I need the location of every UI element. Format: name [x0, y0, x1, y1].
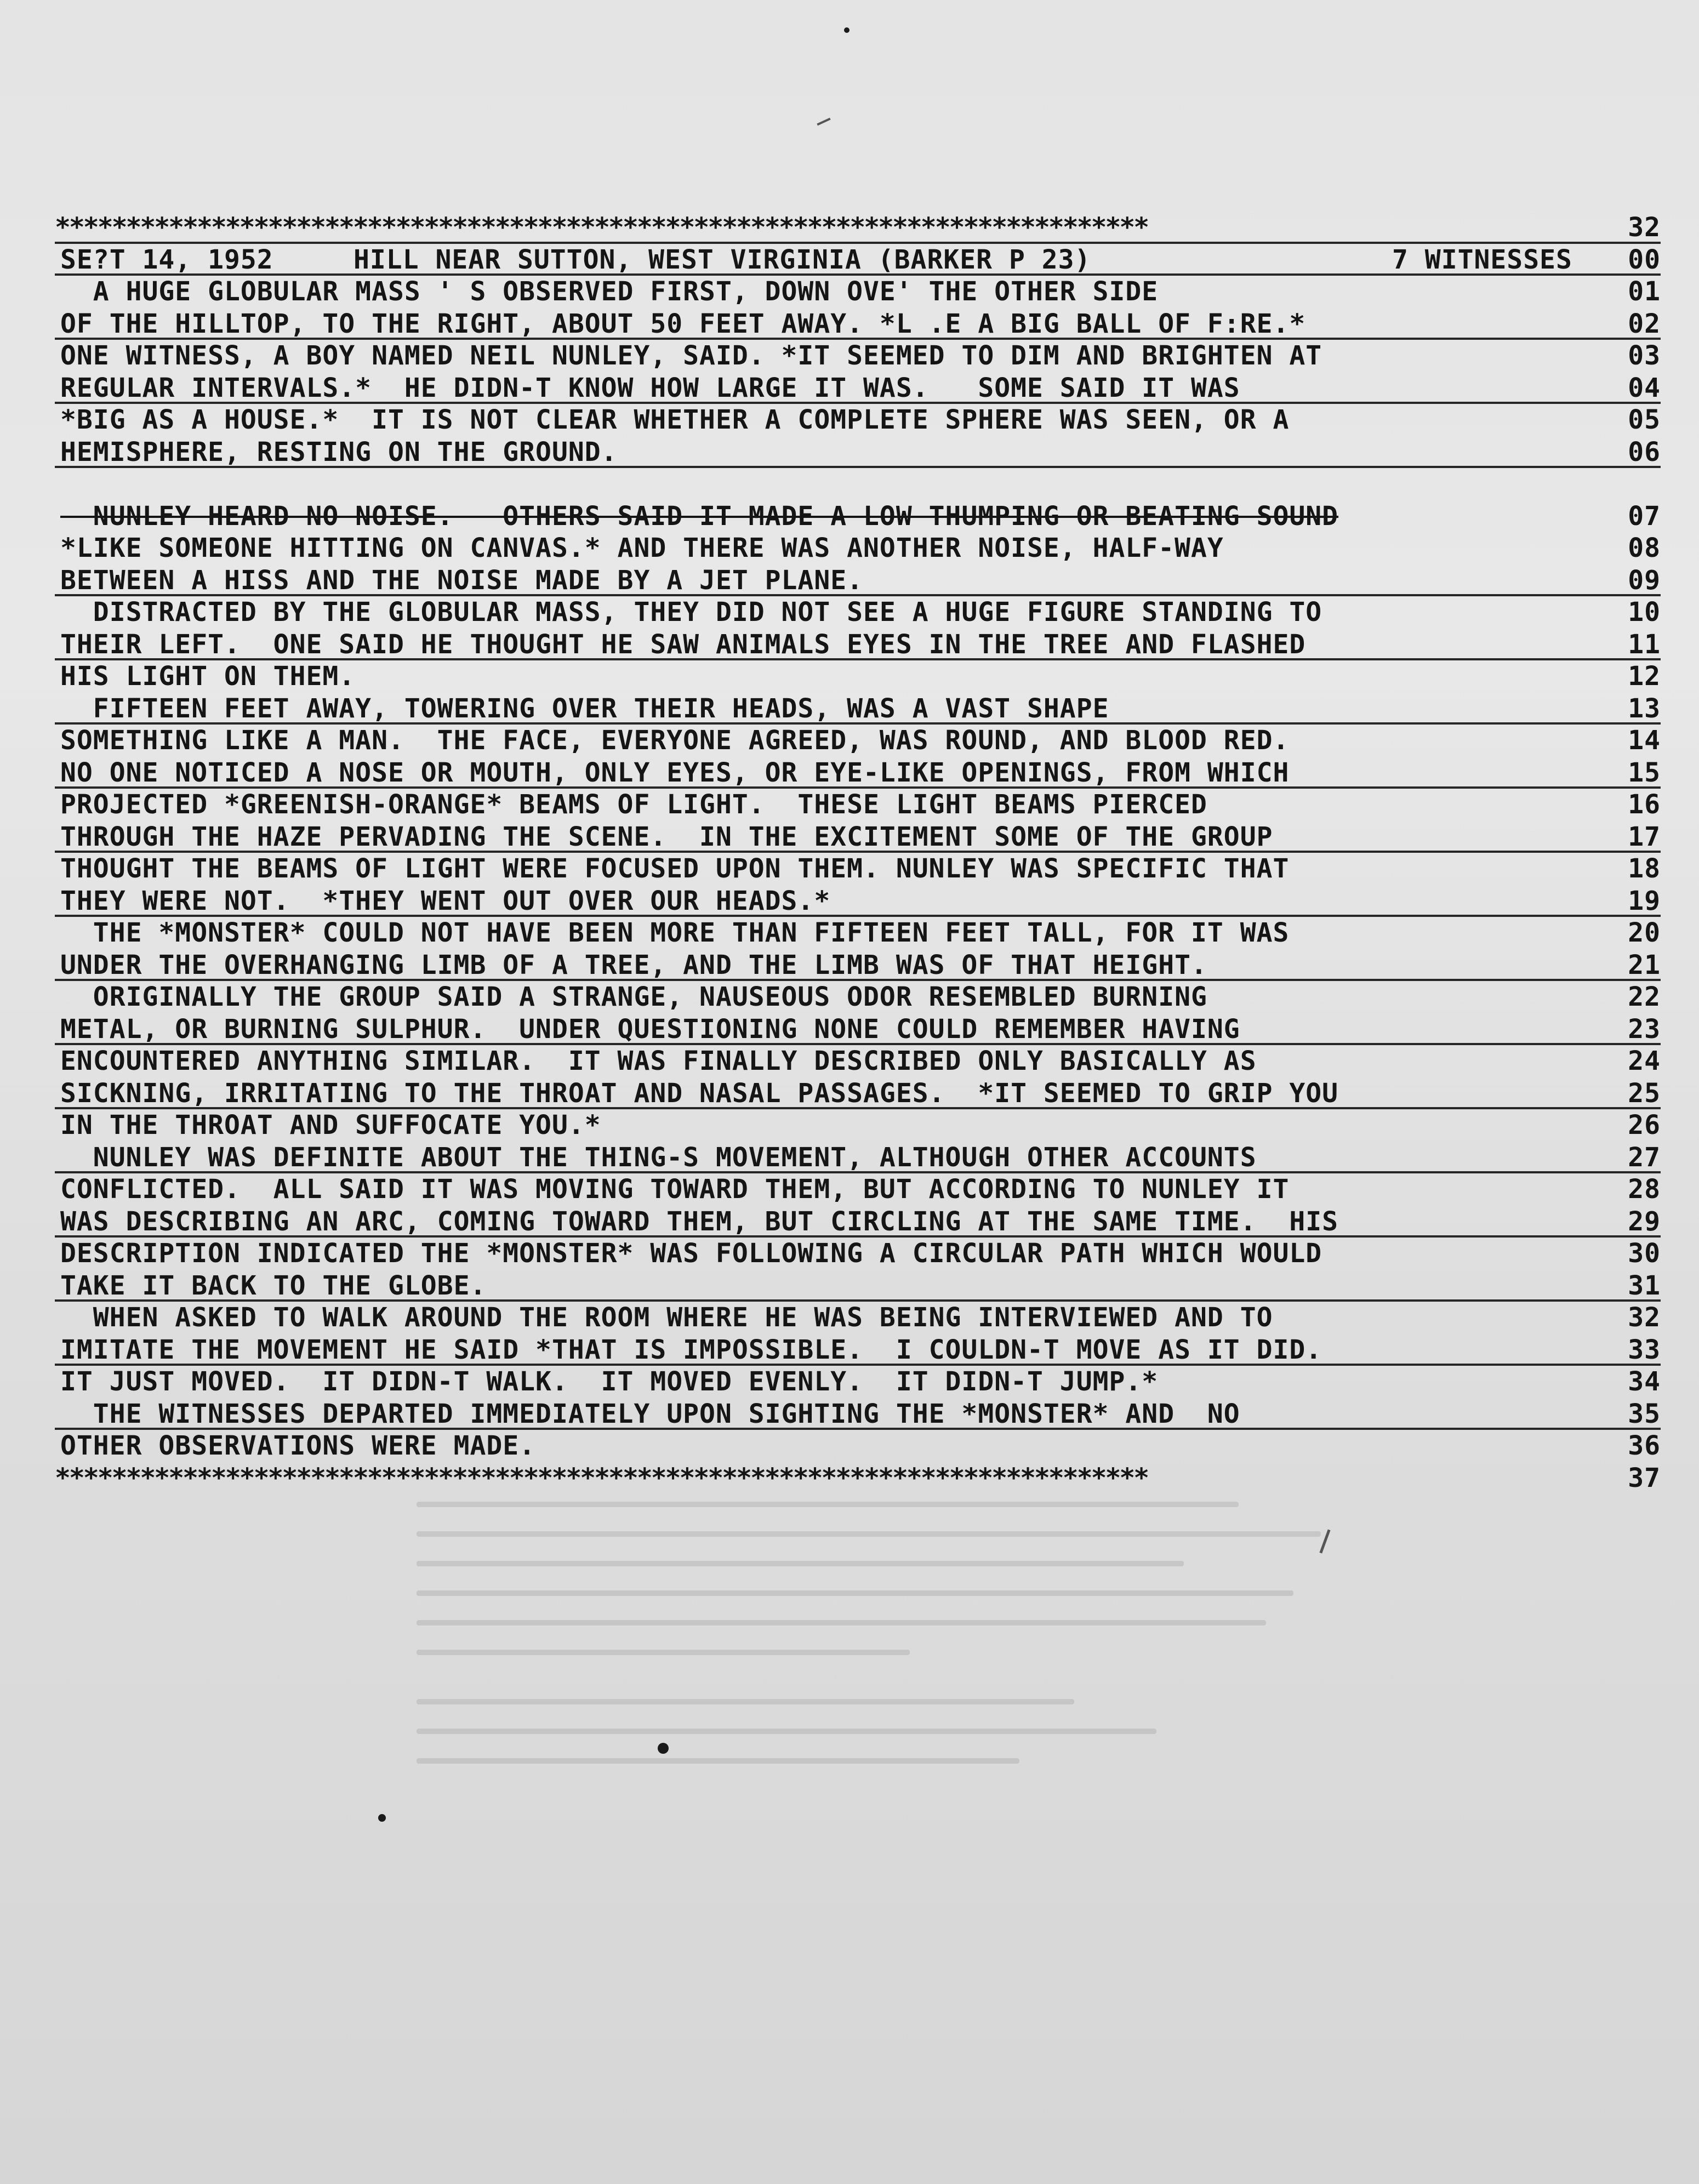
- text-row: [55, 340, 1661, 372]
- line-number: 29: [1628, 1206, 1661, 1237]
- line-number: 04: [1628, 372, 1661, 403]
- line-number: 01: [1628, 276, 1661, 307]
- text-row: [55, 1398, 1661, 1430]
- line-number: 32: [1628, 1302, 1661, 1333]
- line-number: 32: [1628, 212, 1661, 243]
- line-number: 09: [1628, 564, 1661, 596]
- line-number: 14: [1628, 725, 1661, 756]
- text-row: [55, 629, 1661, 661]
- line-text: TAKE IT BACK TO THE GLOBE.: [60, 1270, 487, 1301]
- line-text: BETWEEN A HISS AND THE NOISE MADE BY A JET PLANE.: [60, 564, 864, 596]
- line-number: 13: [1628, 693, 1661, 724]
- text-row: [55, 596, 1661, 629]
- bleed-through-text: [417, 1502, 1348, 1995]
- text-row: [55, 693, 1661, 725]
- text-row: [55, 853, 1661, 885]
- text-row: [55, 917, 1661, 949]
- text-row: [55, 1238, 1661, 1270]
- line-number: 28: [1628, 1174, 1661, 1205]
- line-text: FIFTEEN FEET AWAY, TOWERING OVER THEIR HEADS, WAS A VAST SHAPE: [60, 693, 1109, 724]
- line-number: 18: [1628, 853, 1661, 884]
- line-text: NUNLEY WAS DEFINITE ABOUT THE THING-S MOVEMENT, ALTHOUGH OTHER ACCOUNTS: [60, 1142, 1257, 1173]
- line-number: 15: [1628, 757, 1661, 788]
- header-location: HILL NEAR SUTTON, WEST VIRGINIA (BARKER P 23): [354, 244, 1091, 275]
- line-number: 16: [1628, 789, 1661, 820]
- line-text: ENCOUNTERED ANYTHING SIMILAR. IT WAS FINALLY DESCRIBED ONLY BASICALLY AS: [60, 1046, 1257, 1076]
- line-text: OF THE HILLTOP, TO THE RIGHT, ABOUT 50 FEET AWAY. *L .E A BIG BALL OF F:RE.*: [60, 308, 1306, 339]
- text-row: [55, 1334, 1661, 1366]
- line-text: THEIR LEFT. ONE SAID HE THOUGHT HE SAW ANIMALS EYES IN THE TREE AND FLASHED: [60, 629, 1306, 660]
- ink-spot: [844, 27, 850, 33]
- text-row: [55, 821, 1661, 853]
- line-number: 07: [1628, 500, 1661, 532]
- line-text: UNDER THE OVERHANGING LIMB OF A TREE, AND THE LIMB WAS OF THAT HEIGHT.: [60, 949, 1207, 980]
- line-number: 12: [1628, 661, 1661, 692]
- line-text: OTHER OBSERVATIONS WERE MADE.: [60, 1430, 536, 1461]
- text-row: [55, 564, 1661, 597]
- text-row: [55, 660, 1661, 693]
- line-text: THE WITNESSES DEPARTED IMMEDIATELY UPON SIGHTING THE *MONSTER* AND NO: [60, 1398, 1240, 1429]
- text-row: [55, 1142, 1661, 1174]
- text-row: [55, 404, 1661, 436]
- text-row: [55, 885, 1661, 917]
- line-text: THE *MONSTER* COULD NOT HAVE BEEN MORE THAN FIFTEEN FEET TALL, FOR IT WAS: [60, 917, 1290, 948]
- header-witnesses: 7 WITNESSES: [1392, 244, 1572, 275]
- line-text: A HUGE GLOBULAR MASS ' S OBSERVED FIRST, DOWN OVE' THE OTHER SIDE: [60, 276, 1159, 307]
- line-text: HIS LIGHT ON THEM.: [60, 661, 356, 692]
- line-number: 33: [1628, 1334, 1661, 1365]
- line-text: PROJECTED *GREENISH-ORANGE* BEAMS OF LIGHT. THESE LIGHT BEAMS PIERCED: [60, 789, 1207, 820]
- line-text: IT JUST MOVED. IT DIDN-T WALK. IT MOVED EVENLY. IT DIDN-T JUMP.*: [60, 1366, 1159, 1397]
- line-number: 21: [1628, 949, 1661, 980]
- text-row: [55, 1270, 1661, 1302]
- ink-spot: [378, 1814, 386, 1822]
- bottom-border-row: [55, 1462, 1661, 1495]
- line-text: WAS DESCRIBING AN ARC, COMING TOWARD THEM, BUT CIRCLING AT THE SAME TIME. HIS: [60, 1206, 1339, 1237]
- text-row: [55, 757, 1661, 789]
- top-asterisk-border: *****************************************************************************: [55, 212, 1148, 243]
- line-number: 02: [1628, 308, 1661, 339]
- line-number: 27: [1628, 1142, 1661, 1173]
- text-row: [55, 789, 1661, 821]
- line-text: HEMISPHERE, RESTING ON THE GROUND.: [60, 436, 618, 467]
- line-text: *BIG AS A HOUSE.* IT IS NOT CLEAR WHETHER A COMPLETE SPHERE WAS SEEN, OR A: [60, 404, 1290, 435]
- body-lines: [55, 276, 1661, 1462]
- line-text: WHEN ASKED TO WALK AROUND THE ROOM WHERE HE WAS BEING INTERVIEWED AND TO: [60, 1302, 1273, 1333]
- line-text: DESCRIPTION INDICATED THE *MONSTER* WAS FOLLOWING A CIRCULAR PATH WHICH WOULD: [60, 1238, 1322, 1269]
- text-row: [55, 1366, 1661, 1398]
- line-number: 23: [1628, 1013, 1661, 1045]
- line-text: IMITATE THE MOVEMENT HE SAID *THAT IS IMPOSSIBLE. I COULDN-T MOVE AS IT DID.: [60, 1334, 1322, 1365]
- line-number: 20: [1628, 917, 1661, 948]
- line-number: 25: [1628, 1077, 1661, 1109]
- line-number: 03: [1628, 340, 1661, 371]
- text-row: [55, 1109, 1661, 1142]
- line-number: 00: [1628, 244, 1661, 275]
- bottom-asterisk-border: *****************************************************************************: [55, 1462, 1148, 1493]
- text-row: [55, 949, 1661, 982]
- line-text: THEY WERE NOT. *THEY WENT OUT OVER OUR HEADS.*: [60, 885, 831, 916]
- line-number: 34: [1628, 1366, 1661, 1397]
- line-number: 08: [1628, 533, 1661, 563]
- text-row: [55, 532, 1661, 564]
- line-text: DISTRACTED BY THE GLOBULAR MASS, THEY DID NOT SEE A HUGE FIGURE STANDING TO: [60, 597, 1322, 628]
- text-row: [55, 725, 1661, 757]
- text-row: [55, 1077, 1661, 1110]
- line-number: 35: [1628, 1398, 1661, 1429]
- top-border-row: [55, 212, 1661, 244]
- line-number: 17: [1628, 821, 1661, 852]
- text-row: [55, 1013, 1661, 1046]
- line-number: 37: [1628, 1462, 1661, 1493]
- line-number: 36: [1628, 1430, 1661, 1461]
- text-row: [55, 1302, 1661, 1334]
- line-text: REGULAR INTERVALS.* HE DIDN-T KNOW HOW LARGE IT WAS. SOME SAID IT WAS: [60, 372, 1240, 403]
- line-number: 22: [1628, 982, 1661, 1012]
- text-row: [55, 372, 1661, 404]
- line-text: ONE WITNESS, A BOY NAMED NEIL NUNLEY, SAID. *IT SEEMED TO DIM AND BRIGHTEN AT: [60, 340, 1322, 371]
- line-text: CONFLICTED. ALL SAID IT WAS MOVING TOWARD THEM, BUT ACCORDING TO NUNLEY IT: [60, 1174, 1290, 1205]
- line-number: 31: [1628, 1270, 1661, 1301]
- line-text: NUNLEY HEARD NO NOISE. OTHERS SAID IT MADE A LOW THUMPING OR BEATING SOUND: [60, 500, 1339, 532]
- header-row: [55, 244, 1661, 276]
- line-number: 05: [1628, 404, 1661, 435]
- line-text: *LIKE SOMEONE HITTING ON CANVAS.* AND THERE WAS ANOTHER NOISE, HALF-WAY: [60, 533, 1224, 563]
- ink-spot: [658, 1743, 669, 1754]
- line-text: NO ONE NOTICED A NOSE OR MOUTH, ONLY EYES, OR EYE-LIKE OPENINGS, FROM WHICH: [60, 757, 1290, 788]
- text-row: [55, 1045, 1661, 1077]
- line-text: METAL, OR BURNING SULPHUR. UNDER QUESTIONING NONE COULD REMEMBER HAVING: [60, 1013, 1240, 1045]
- line-text: ORIGINALLY THE GROUP SAID A STRANGE, NAUSEOUS ODOR RESEMBLED BURNING: [60, 982, 1207, 1012]
- line-text: THOUGHT THE BEAMS OF LIGHT WERE FOCUSED UPON THEM. NUNLEY WAS SPECIFIC THAT: [60, 853, 1290, 884]
- text-row: [55, 1430, 1661, 1462]
- pen-mark: [817, 118, 830, 126]
- text-row: [55, 1173, 1661, 1206]
- line-number: 24: [1628, 1046, 1661, 1076]
- line-number: 06: [1628, 436, 1661, 467]
- line-text: SOMETHING LIKE A MAN. THE FACE, EVERYONE AGREED, WAS ROUND, AND BLOOD RED.: [60, 725, 1290, 756]
- line-number: 19: [1628, 885, 1661, 916]
- line-number: 10: [1628, 597, 1661, 628]
- text-row: [55, 276, 1661, 308]
- line-number: 26: [1628, 1110, 1661, 1141]
- line-text: IN THE THROAT AND SUFFOCATE YOU.*: [60, 1110, 601, 1141]
- text-row: [55, 500, 1661, 533]
- header-date: SE?T 14, 1952: [60, 244, 273, 275]
- blank-row: [55, 468, 1661, 500]
- text-row: [55, 436, 1661, 469]
- line-number: 11: [1628, 629, 1661, 660]
- text-row: [55, 1206, 1661, 1238]
- line-number: 30: [1628, 1238, 1661, 1269]
- text-row: [55, 308, 1661, 340]
- text-row: [55, 981, 1661, 1013]
- report-text: [55, 212, 1661, 1494]
- line-text: THROUGH THE HAZE PERVADING THE SCENE. IN THE EXCITEMENT SOME OF THE GROUP: [60, 821, 1273, 852]
- line-text: SICKNING, IRRITATING TO THE THROAT AND NASAL PASSAGES. *IT SEEMED TO GRIP YOU: [60, 1077, 1339, 1109]
